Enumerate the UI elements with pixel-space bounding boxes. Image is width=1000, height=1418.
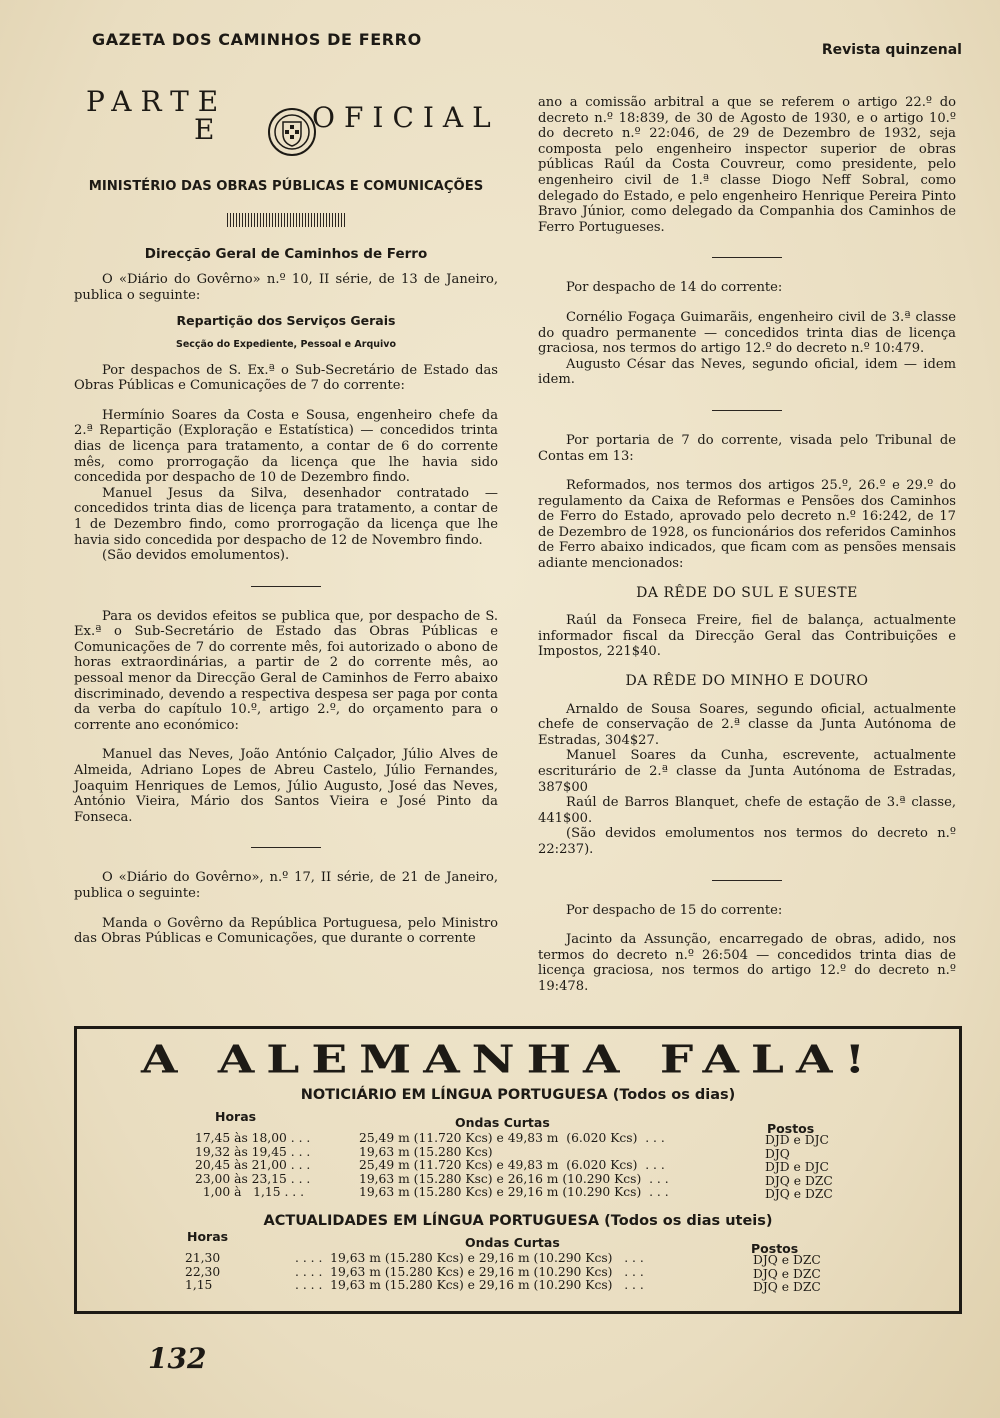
- schedule-cell-horas: 1,15: [185, 1278, 213, 1293]
- advert-subheading-noticiario: NOTICIÁRIO EM LÍNGUA PORTUGUESA (Todos os dias): [300, 1087, 736, 1103]
- paragraph: Por despacho de 14 do corrente:: [566, 280, 783, 296]
- schedule-cell-postos: DJQ e DZC: [753, 1266, 821, 1281]
- paragraph: Raúl da Fonseca Freire, fiel de balança, actualmente informador fiscal da Direcção Geral das Contribuições e Impostos, 221$40.: [538, 613, 956, 660]
- column-label-ondas: Ondas Curtas: [455, 1115, 550, 1130]
- subheading-sul-sueste: DA RÊDE DO SUL E SUESTE: [636, 584, 858, 601]
- schedule-cell-horas: 17,45 às 18,00 . . .: [195, 1131, 311, 1145]
- schedule-cell-horas: 23,00 às 23,15 . . .: [195, 1171, 311, 1186]
- schedule-cell-ondas: . . . . 19,63 m (15.280 Kcs) e 29,16 m (10.290 Kcs) . . .: [295, 1278, 644, 1293]
- page-number: 132: [148, 1342, 207, 1375]
- subheading-minho-douro: DA RÊDE DO MINHO E DOURO: [625, 673, 869, 690]
- column-label-ondas-2: Ondas Curtas: [465, 1235, 560, 1250]
- schedule-cell-postos: DJQ: [765, 1146, 790, 1161]
- divider: [712, 410, 782, 411]
- paragraph: O «Diário do Govêrno» n.º 10, II série, de 13 de Janeiro, publica o seguinte:: [74, 272, 498, 303]
- schedule-cell-horas: 20,45 às 21,00 . . .: [195, 1158, 311, 1173]
- column-label-postos-2: Postos: [751, 1241, 799, 1256]
- schedule-cell-postos: DJQ e DZC: [753, 1280, 821, 1295]
- schedule-cell-postos: DJQ e DZC: [765, 1187, 833, 1202]
- paragraph: ano a comissão arbitral a que se referem o artigo 22.º do decreto n.º 18:839, de 30 de Agosto de 1930, e o artigo 10.º do decreto n.º 22:046, de 29 de Dezembro de 1932, seja composta pelo engenheiro inspector superior de obras públicas Raúl da Costa Couvreur, como presidente, pelo engenheiro civil de 1.ª classe Diogo Neff Sobral, como delegado do Estado, e pelo engenheiro Henrique Pereira Pinto Bravo Júnior, como delegado da Companhia dos Caminhos de Ferro Portugueses.: [538, 95, 956, 235]
- title-word-parte: PARTE: [86, 85, 228, 118]
- schedule-cell-ondas: 25,49 m (11.720 Kcs) e 49,83 m (6.020 Kcs) . . .: [359, 1158, 665, 1173]
- column-label-horas: Horas: [215, 1109, 257, 1124]
- right-column: [538, 95, 956, 995]
- column-label-postos: Postos: [767, 1121, 815, 1136]
- paragraph: Manuel Soares da Cunha, escrevente, actualmente escriturário de 2.ª classe da Junta Autónoma de Estradas, 387$00: [538, 748, 956, 795]
- reparticao-heading: Repartição dos Serviços Gerais: [176, 313, 396, 329]
- paragraph: Hermínio Soares da Costa e Sousa, engenheiro chefe da 2.ª Repartição (Exploração e Estatística) — concedidos trinta dias de licença para tratamento, a contar de 6 do corrente mês, como prorrogação da licença que lhe havia sido concedida por despacho de 10 de Dezembro findo.: [74, 407, 498, 486]
- schedule-cell-postos: DJQ e DZC: [765, 1173, 833, 1188]
- paragraph: Reformados, nos termos dos artigos 25.º, 26.º e 29.º do regulamento da Caixa de Reformas e Pensões dos Caminhos de Ferro do Estado, aprovado pelo decreto n.º 16:242, de 17 de Dezembro de 1928, os funcionários dos referidos Caminhos de Ferro abaixo indicados, que ficam com as pensões mensais adiante mencionados:: [538, 478, 956, 572]
- divider: [251, 847, 321, 848]
- coat-of-arms-icon: [266, 106, 318, 158]
- paragraph: Para os devidos efeitos se publica que, por despacho de S. Ex.ª o Sub-Secretário de Estado das Obras Públicas e Comunicações de 7 do corrente mês, foi autorizado o abono de horas extraordinárias, a partir de 2 do corrente mês, ao pessoal menor da Direcção Geral de Caminhos de Ferro abaixo discriminado, devendo a respectiva despesa ser paga por conta da verba do capítulo 10.º, artigo 2.º, do orçamento para o corrente ano económico:: [74, 608, 498, 733]
- ministry-heading: MINISTÉRIO DAS OBRAS PÚBLICAS E COMUNICAÇÕES: [88, 179, 484, 194]
- paragraph: Por despacho de 15 do corrente:: [566, 902, 783, 918]
- journal-title: GAZETA DOS CAMINHOS DE FERRO: [92, 30, 422, 49]
- advertisement-box: [74, 1026, 962, 1314]
- paragraph: Por despachos de S. Ex.ª o Sub-Secretário de Estado das Obras Públicas e Comunicações de 7 do corrente:: [74, 362, 498, 394]
- paragraph: Cornélio Fogaça Guimarãis, engenheiro civil de 3.ª classe do quadro permanente — concedidos trinta dias de licença graciosa, nos termos do artigo 12.º do decreto n.º 10:479.: [538, 309, 956, 357]
- seccao-heading: Secção do Expediente, Pessoal e Arquivo: [176, 338, 396, 350]
- schedule-cell-postos: DJD e DJC: [765, 1133, 829, 1147]
- divider: [251, 586, 321, 587]
- paragraph: O «Diário do Govêrno», n.º 17, II série, de 21 de Janeiro, publica o seguinte:: [74, 870, 498, 901]
- paragraph: Jacinto da Assunção, encarregado de obras, adido, nos termos do decreto n.º 26:504 — concedidos trinta dias de licença graciosa, nos termos do artigo 12.º do decreto n.º 19:478.: [538, 932, 956, 994]
- paragraph: Arnaldo de Sousa Soares, segundo oficial, actualmente chefe de conservação de 2.ª classe da Junta Autónoma de Estradas, 304$27.: [538, 701, 956, 748]
- paragraph: (São devidos emolumentos).: [102, 548, 290, 564]
- schedule-cell-horas: 19,32 às 19,45 . . .: [195, 1144, 311, 1159]
- advert-banner: A ALEMANHA FALA!: [141, 1037, 878, 1083]
- divider: [712, 880, 782, 881]
- schedule-cell-ondas: 19,63 m (15.280 Ksc) e 26,16 m (10.290 Kcs) . . .: [359, 1171, 669, 1186]
- schedule-cell-ondas: 19,63 m (15.280 Kcs) e 29,16 m (10.290 Kcs) . . .: [359, 1185, 669, 1200]
- direccao-heading: Direcção Geral de Caminhos de Ferro: [144, 245, 428, 262]
- paragraph: Por portaria de 7 do corrente, visada pelo Tribunal de Contas em 13:: [538, 432, 956, 464]
- paragraph: Manuel Jesus da Silva, desenhador contratado — concedidos trinta dias de licença para tratamento, a contar de 1 de Dezembro findo, como prorrogação da licença que lhe havia sido concedida por despacho de 12 de Novembro findo.: [74, 485, 498, 548]
- title-word-e: E: [194, 113, 224, 146]
- schedule-cell-ondas: . . . . 19,63 m (15.280 Kcs) e 29,16 m (10.290 Kcs) . . .: [295, 1264, 644, 1279]
- schedule-cell-horas: 22,30: [185, 1264, 221, 1279]
- paragraph: (São devidos emolumentos nos termos do decreto n.º 22:237).: [538, 826, 956, 857]
- schedule-cell-postos: DJD e DJC: [765, 1160, 829, 1175]
- title-word-oficial: OFICIAL: [312, 101, 500, 134]
- journal-subtitle: Revista quinzenal: [821, 42, 962, 58]
- section-title: [80, 85, 500, 183]
- schedule-cell-ondas: . . . . 19,63 m (15.280 Kcs) e 29,16 m (10.290 Kcs) . . .: [295, 1251, 644, 1265]
- schedule-cell-ondas: 19,63 m (15.280 Kcs): [359, 1144, 493, 1159]
- paragraph: Manuel das Neves, João António Calçador, Júlio Alves de Almeida, Adriano Lopes de Abreu Castelo, Júlio Fernandes, Joaquim Henriques de Lemos, Júlio Augusto, José das Neves, António Vieira, Mário dos Santos Vieira e José Pinto da Fonseca.: [74, 747, 498, 825]
- advert-subheading-actualidades: ACTUALIDADES EM LÍNGUA PORTUGUESA (Todos os dias uteis): [263, 1213, 773, 1229]
- decorative-divider: [227, 213, 345, 227]
- schedule-cell-ondas: 25,49 m (11.720 Kcs) e 49,83 m (6.020 Kcs) . . .: [359, 1131, 665, 1145]
- schedule-cell-horas: 1,00 à 1,15 . . .: [195, 1185, 304, 1200]
- column-label-horas-2: Horas: [187, 1229, 229, 1244]
- left-column: [74, 85, 500, 947]
- divider: [712, 257, 782, 258]
- schedule-cell-horas: 21,30: [185, 1251, 221, 1265]
- paragraph: Manda o Govêrno da República Portuguesa, pelo Ministro das Obras Públicas e Comunicações, que durante o corrente: [74, 915, 498, 947]
- paragraph: Raúl de Barros Blanquet, chefe de estação de 3.ª classe, 441$00.: [538, 795, 956, 826]
- paragraph: Augusto César das Neves, segundo oficial, idem — idem idem.: [538, 356, 956, 388]
- schedule-cell-postos: DJQ e DZC: [753, 1253, 821, 1267]
